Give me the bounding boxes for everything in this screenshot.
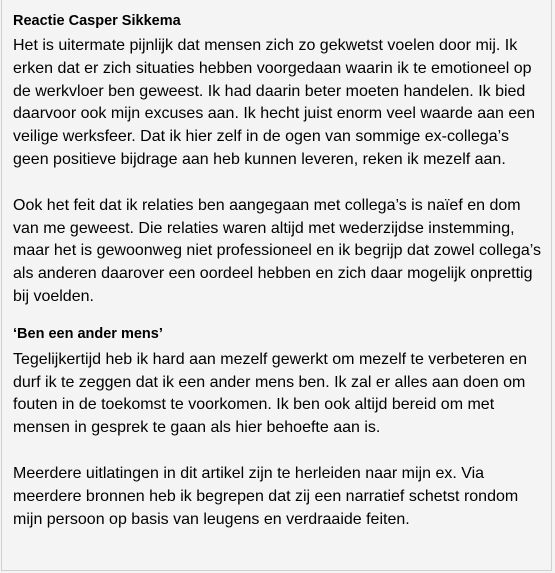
paragraph: Ook het feit dat ik relaties ben aangegaan met collega’s is naïef en dom van me geweest. Die relaties waren altijd met wederzijdse instemming, maar het is gewoonweg niet professioneel en ik begrijp dat zowel collega’s als anderen daarover een oordeel hebben en zich daar mogelijk onprettig bij voelden. [13, 196, 542, 305]
paragraph: Het is uitermate pijnlijk dat mensen zich zo gekwetst voelen door mij. Ik erken dat er zich situaties hebben voorgedaan waarin ik te emotioneel op de werkvloer ben geweest. Ik had daarin beter moeten handelen. Ik bied daarvoor ook mijn excuses aan. Ik hecht juist enorm veel waarde aan een veilige werksfeer. Dat ik hier zelf in de ogen van sommige ex-collega’s geen positieve bijdrage aan heb kunnen leveren, reken ik mezelf aan. [13, 37, 536, 168]
reaction-section [13, 35, 545, 309]
paragraph: Tegelijkertijd heb ik hard aan mezelf gewerkt om mezelf te verbeteren en durf ik te zeggen dat ik een ander mens ben. Ik zal er alles aan doen om fouten in de toekomst te voorkomen. Ik ben ook altijd bereid om met mensen in gesprek te gaan als hier behoefte aan is. [13, 350, 528, 437]
subheading: ‘Ben een ander mens’ [13, 325, 163, 342]
reaction-heading: Reactie Casper Sikkema [13, 13, 181, 29]
article-frame [1, 0, 552, 571]
subheading-section [13, 349, 545, 532]
article-content [13, 12, 545, 531]
paragraph: Meerdere uitlatingen in dit artikel zijn te herleiden naar mijn ex. Via meerdere bronnen heb ik begrepen dat zij een narratief schetst rondom mijn persoon op basis van leugens en verdraaide feiten. [13, 464, 519, 528]
